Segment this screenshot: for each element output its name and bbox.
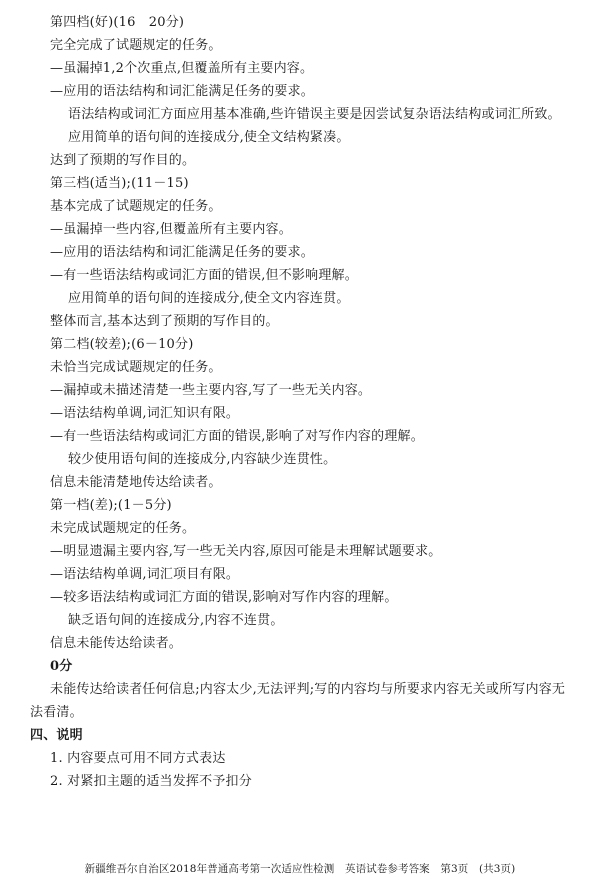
- grade2-summary: 信息未能清楚地传达给读者。: [50, 475, 222, 490]
- grade1-title: 第一档(差);(1－5分): [50, 498, 172, 513]
- grade3-summary: 整体而言,基本达到了预期的写作目的。: [50, 314, 279, 329]
- notes-item-1: 1. 内容要点可用不同方式表达: [50, 751, 226, 766]
- grade0-text: 未能传达给读者任何信息;内容太少,无法评判;写的内容均与所要求内容无关或所写内容无法看清。: [30, 682, 566, 720]
- grade2-line-4: —有一些语法结构或词汇方面的错误,影响了对写作内容的理解。: [50, 429, 424, 444]
- notes-title: 四、说明: [30, 728, 83, 743]
- grade2-line-1: 未恰当完成试题规定的任务。: [50, 360, 222, 375]
- grade3-title: 第三档(适当);(11－15): [50, 176, 189, 191]
- grade3-line-1: 基本完成了试题规定的任务。: [50, 199, 222, 214]
- grade1-line-3: —语法结构单调,词汇项目有限。: [50, 567, 240, 582]
- grade3-indent-1: 应用简单的语句间的连接成分,使全文内容连贯。: [68, 291, 350, 306]
- grade1-indent-1: 缺乏语句间的连接成分,内容不连贯。: [68, 613, 284, 628]
- grade0-title: 0分: [50, 659, 73, 674]
- grade4-indent-2: 应用简单的语句间的连接成分,使全文结构紧凑。: [68, 130, 350, 145]
- grade3-line-2: —虽漏掉一些内容,但覆盖所有主要内容。: [50, 222, 292, 237]
- grade1-line-2: —明显遗漏主要内容,写一些无关内容,原因可能是未理解试题要求。: [50, 544, 442, 559]
- grade4-indent-1: 语法结构或词汇方面应用基本准确,些许错误主要是因尝试复杂语法结构或词汇所致。: [68, 107, 561, 122]
- notes-item-2: 2. 对紧扣主题的适当发挥不予扣分: [50, 774, 252, 789]
- grade3-line-4: —有一些语法结构或词汇方面的错误,但不影响理解。: [50, 268, 358, 283]
- grade1-summary: 信息未能传达给读者。: [50, 636, 183, 651]
- grade2-title: 第二档(较差);(6－10分): [50, 337, 194, 352]
- grade1-line-4: —较多语法结构或词汇方面的错误,影响对写作内容的理解。: [50, 590, 398, 605]
- grade2-line-3: —语法结构单调,词汇知识有限。: [50, 406, 240, 421]
- grade2-indent-1: 较少使用语句间的连接成分,内容缺少连贯性。: [68, 452, 337, 467]
- grade1-line-1: 未完成试题规定的任务。: [50, 521, 196, 536]
- grade4-line-3: —应用的语法结构和词汇能满足任务的要求。: [50, 84, 315, 99]
- grade4-line-1: 完全完成了试题规定的任务。: [50, 38, 222, 53]
- grade4-summary: 达到了预期的写作目的。: [50, 153, 196, 168]
- grade2-line-2: —漏掉或未描述清楚一些主要内容,写了一些无关内容。: [50, 383, 372, 398]
- grade4-title: 第四档(好)(16 20分): [50, 15, 185, 30]
- grade3-line-3: —应用的语法结构和词汇能满足任务的要求。: [50, 245, 315, 260]
- grade4-line-2: —虽漏掉1,2个次重点,但覆盖所有主要内容。: [50, 61, 314, 76]
- page-footer: 新疆维吾尔自治区2018年普通高考第一次适应性检测 英语试卷参考答案 第3页 (共3页): [84, 863, 516, 875]
